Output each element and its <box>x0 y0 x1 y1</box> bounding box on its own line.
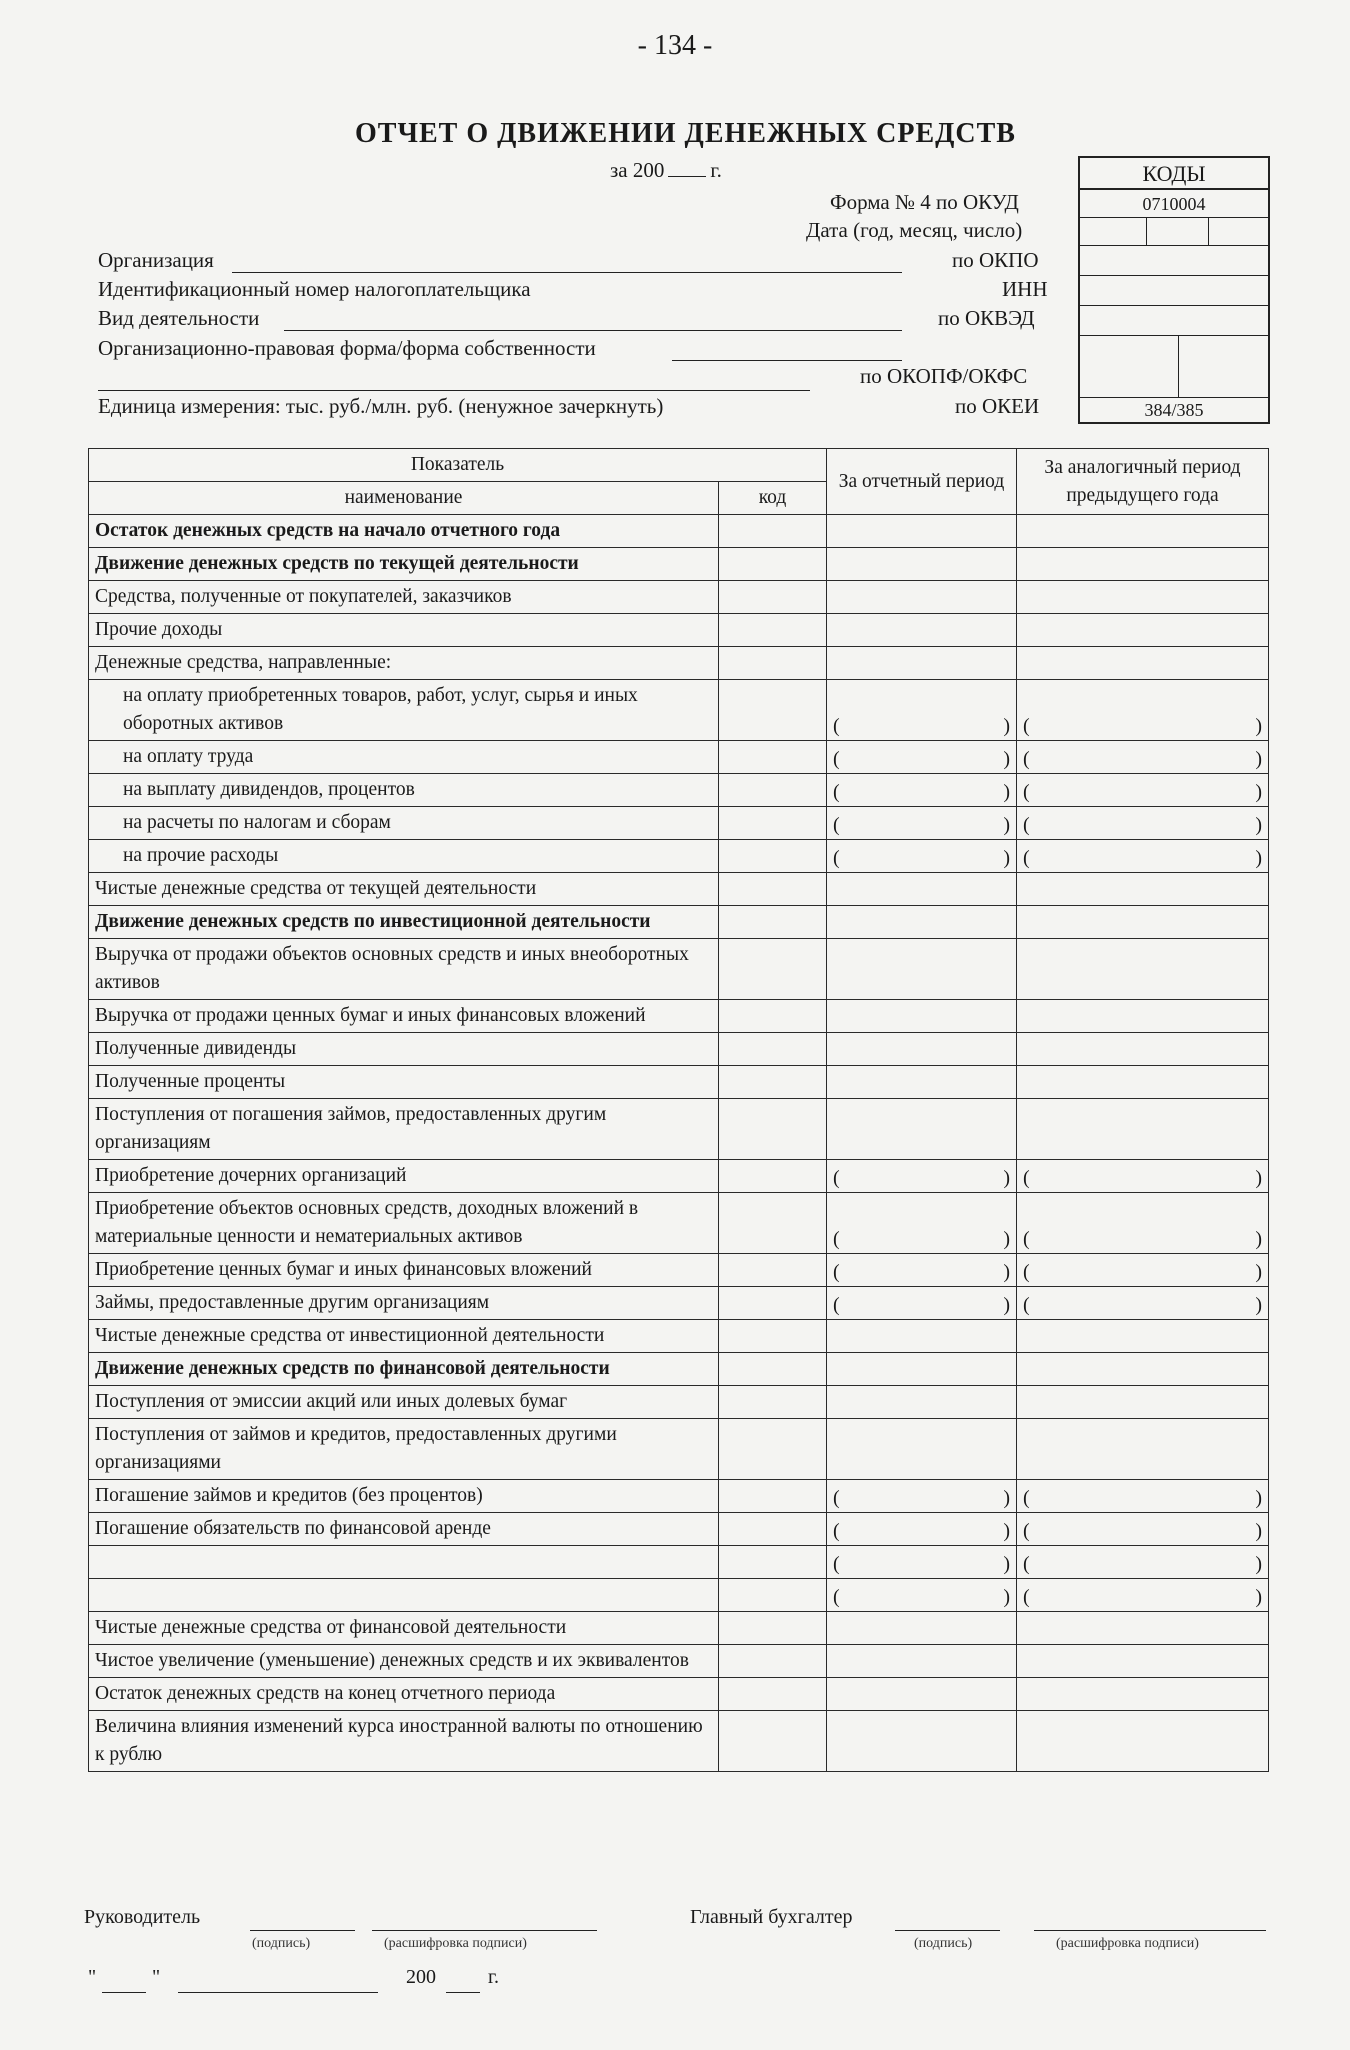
organization-field[interactable] <box>232 272 902 273</box>
row-previous-value[interactable] <box>1017 840 1269 873</box>
parentheses-marker <box>1023 844 1262 872</box>
row-name: Поступления от эмиссии акций или иных долевых бумаг <box>89 1386 719 1419</box>
row-name: Движение денежных средств по финансовой деятельности <box>89 1353 719 1386</box>
parentheses-marker <box>833 1164 1010 1192</box>
row-code-cell[interactable] <box>719 1193 827 1254</box>
row-previous-value[interactable] <box>1017 906 1269 939</box>
row-name: Движение денежных средств по текущей деятельности <box>89 548 719 581</box>
chief-accountant-label: Главный бухгалтер <box>690 1906 853 1928</box>
table-row <box>89 1645 1269 1678</box>
row-previous-value[interactable] <box>1017 1513 1269 1546</box>
table-row <box>89 581 1269 614</box>
row-current-value[interactable] <box>827 1480 1017 1513</box>
head-decryption-caption: (расшифровка подписи) <box>384 1936 527 1951</box>
row-previous-value[interactable] <box>1017 1612 1269 1645</box>
open-paren: ( <box>833 748 840 770</box>
close-paren: ) <box>1003 1261 1011 1283</box>
open-paren: ( <box>1023 781 1030 803</box>
open-paren: ( <box>833 1294 840 1316</box>
okved-code-cell[interactable] <box>1080 306 1268 336</box>
row-current-value[interactable] <box>827 1645 1017 1678</box>
parentheses-marker <box>833 778 1010 806</box>
row-current-value[interactable] <box>827 1419 1017 1480</box>
row-name: Прочие доходы <box>89 614 719 647</box>
row-previous-value[interactable] <box>1017 807 1269 840</box>
row-previous-value[interactable] <box>1017 614 1269 647</box>
table-row <box>89 774 1269 807</box>
table-row <box>89 1353 1269 1386</box>
close-paren: ) <box>1003 814 1011 836</box>
row-current-value[interactable] <box>827 1000 1017 1033</box>
parentheses-marker <box>833 745 1010 773</box>
activity-field[interactable] <box>284 330 902 331</box>
parentheses-marker <box>1023 1484 1262 1512</box>
row-name: на прочие расходы <box>89 840 719 873</box>
row-current-value[interactable] <box>827 548 1017 581</box>
row-name: Чистые денежные средства от инвестиционной деятельности <box>89 1320 719 1353</box>
row-previous-value[interactable] <box>1017 1678 1269 1711</box>
table-row <box>89 1546 1269 1579</box>
row-current-value[interactable] <box>827 1546 1017 1579</box>
row-current-value[interactable] <box>827 1320 1017 1353</box>
row-name: Погашение обязательств по финансовой аренде <box>89 1513 719 1546</box>
row-code-cell[interactable] <box>719 515 827 548</box>
open-paren: ( <box>1023 1553 1030 1575</box>
row-current-value[interactable] <box>827 873 1017 906</box>
parentheses-marker <box>833 1550 1010 1578</box>
row-code-cell[interactable] <box>719 840 827 873</box>
row-current-value[interactable] <box>827 1254 1017 1287</box>
period-prefix: за 200 <box>610 158 665 182</box>
row-current-value[interactable] <box>827 1678 1017 1711</box>
date-day-field[interactable] <box>102 1992 146 1993</box>
row-name: Полученные дивиденды <box>89 1033 719 1066</box>
row-code-cell[interactable] <box>719 1099 827 1160</box>
row-code-cell[interactable] <box>719 647 827 680</box>
row-previous-value[interactable] <box>1017 1033 1269 1066</box>
row-code-cell[interactable] <box>719 1711 827 1772</box>
open-paren: ( <box>1023 748 1030 770</box>
parentheses-marker <box>833 1583 1010 1611</box>
row-code-cell[interactable] <box>719 680 827 741</box>
parentheses-marker <box>833 1291 1010 1319</box>
row-current-value[interactable] <box>827 1287 1017 1320</box>
codes-header: КОДЫ <box>1080 158 1268 190</box>
row-name: Приобретение дочерних организаций <box>89 1160 719 1193</box>
parentheses-marker <box>833 844 1010 872</box>
row-name: Займы, предоставленные другим организациям <box>89 1287 719 1320</box>
row-code-cell[interactable] <box>719 1546 827 1579</box>
accountant-signature-caption: (подпись) <box>914 1936 973 1951</box>
row-previous-value[interactable] <box>1017 680 1269 741</box>
table-row <box>89 1193 1269 1254</box>
parentheses-marker <box>1023 778 1262 806</box>
okei-label: по ОКЕИ <box>955 394 1040 418</box>
okei-code: 384/385 <box>1144 400 1204 420</box>
open-paren: ( <box>833 1520 840 1542</box>
taxpayer-id-label: Идентификационный номер налогоплательщика <box>98 277 531 301</box>
row-current-value[interactable] <box>827 1579 1017 1612</box>
parentheses-marker <box>1023 1550 1262 1578</box>
row-current-value[interactable] <box>827 1066 1017 1099</box>
header-current-period: За отчетный период <box>827 449 1017 515</box>
report-period <box>610 158 722 183</box>
parentheses-marker <box>1023 1291 1262 1319</box>
row-code-cell[interactable] <box>719 873 827 906</box>
row-current-value[interactable] <box>827 741 1017 774</box>
open-paren: ( <box>1023 715 1030 737</box>
row-name: Чистое увеличение (уменьшение) денежных средств и их эквивалентов <box>89 1645 719 1678</box>
row-code-cell[interactable] <box>719 581 827 614</box>
row-previous-value[interactable] <box>1017 1353 1269 1386</box>
unit-label: Единица измерения: тыс. руб./млн. руб. (ненужное зачеркнуть) <box>98 394 664 418</box>
date-year-field[interactable] <box>446 1992 480 1993</box>
open-paren: ( <box>833 1228 840 1250</box>
row-code-cell[interactable] <box>719 1480 827 1513</box>
table-row <box>89 1254 1269 1287</box>
header-previous-period: За аналогичный период предыдущего года <box>1017 449 1269 515</box>
close-paren: ) <box>1255 1167 1263 1189</box>
table-row <box>89 1711 1269 1772</box>
parentheses-marker <box>833 1258 1010 1286</box>
open-paren: ( <box>1023 1228 1030 1250</box>
okud-code: 0710004 <box>1080 190 1268 218</box>
head-decryption-field[interactable] <box>372 1930 597 1931</box>
row-current-value[interactable] <box>827 807 1017 840</box>
open-paren: ( <box>1023 1586 1030 1608</box>
row-previous-value[interactable] <box>1017 1193 1269 1254</box>
inn-label: ИНН <box>1002 277 1048 301</box>
row-name: Величина влияния изменений курса иностранной валюты по отношению к рублю <box>89 1711 719 1772</box>
accountant-decryption-field[interactable] <box>1034 1930 1266 1931</box>
row-current-value[interactable] <box>827 515 1017 548</box>
row-previous-value[interactable] <box>1017 741 1269 774</box>
close-paren: ) <box>1255 814 1263 836</box>
table-row <box>89 1480 1269 1513</box>
row-code-cell[interactable] <box>719 1287 827 1320</box>
close-paren: ) <box>1003 1228 1011 1250</box>
row-name: на оплату приобретенных товаров, работ, услуг, сырья и иных оборотных активов <box>89 680 719 741</box>
row-code-cell[interactable] <box>719 1513 827 1546</box>
open-paren: ( <box>1023 1167 1030 1189</box>
row-current-value[interactable] <box>827 906 1017 939</box>
row-code-cell[interactable] <box>719 1160 827 1193</box>
table-row <box>89 1612 1269 1645</box>
row-name: Поступления от займов и кредитов, предоставленных другими организациями <box>89 1419 719 1480</box>
open-paren: ( <box>1023 1294 1030 1316</box>
row-name: на оплату труда <box>89 741 719 774</box>
row-current-value[interactable] <box>827 680 1017 741</box>
date-year-prefix: 200 <box>406 1966 436 1988</box>
row-name: Остаток денежных средств на начало отчетного года <box>89 515 719 548</box>
legal-form-field[interactable] <box>672 360 902 361</box>
parentheses-marker <box>1023 1517 1262 1545</box>
parentheses-marker <box>833 712 1010 740</box>
row-current-value[interactable] <box>827 1386 1017 1419</box>
row-code-cell[interactable] <box>719 774 827 807</box>
close-paren: ) <box>1255 748 1263 770</box>
period-suffix: г. <box>710 158 722 182</box>
row-previous-value[interactable] <box>1017 515 1269 548</box>
table-row <box>89 807 1269 840</box>
head-signature-caption: (подпись) <box>252 1936 311 1951</box>
row-previous-value[interactable] <box>1017 1287 1269 1320</box>
table-row <box>89 939 1269 1000</box>
row-name: Погашение займов и кредитов (без процентов) <box>89 1480 719 1513</box>
row-code-cell[interactable] <box>719 1320 827 1353</box>
table-row <box>89 906 1269 939</box>
row-code-cell[interactable] <box>719 548 827 581</box>
table-row <box>89 1386 1269 1419</box>
table-row <box>89 1000 1269 1033</box>
row-code-cell[interactable] <box>719 1386 827 1419</box>
row-code-cell[interactable] <box>719 1612 827 1645</box>
row-code-cell[interactable] <box>719 1000 827 1033</box>
row-current-value[interactable] <box>827 774 1017 807</box>
parentheses-marker <box>1023 745 1262 773</box>
close-paren: ) <box>1003 715 1011 737</box>
row-previous-value[interactable] <box>1017 1419 1269 1480</box>
table-row <box>89 680 1269 741</box>
row-name: Выручка от продажи ценных бумаг и иных финансовых вложений <box>89 1000 719 1033</box>
date-code-cell[interactable] <box>1080 218 1268 246</box>
table-row <box>89 1513 1269 1546</box>
row-current-value[interactable] <box>827 1160 1017 1193</box>
parentheses-marker <box>1023 1225 1262 1253</box>
activity-label: Вид деятельности <box>98 306 260 330</box>
row-current-value[interactable] <box>827 1612 1017 1645</box>
row-name: Полученные проценты <box>89 1066 719 1099</box>
row-previous-value[interactable] <box>1017 1579 1269 1612</box>
row-current-value[interactable] <box>827 581 1017 614</box>
parentheses-marker <box>833 811 1010 839</box>
table-row <box>89 548 1269 581</box>
open-paren: ( <box>833 814 840 836</box>
row-code-cell[interactable] <box>719 1645 827 1678</box>
row-previous-value[interactable] <box>1017 1254 1269 1287</box>
table-row <box>89 1579 1269 1612</box>
row-previous-value[interactable] <box>1017 1546 1269 1579</box>
close-paren: ) <box>1003 1487 1011 1509</box>
close-paren: ) <box>1003 1167 1011 1189</box>
row-code-cell[interactable] <box>719 1579 827 1612</box>
row-code-cell[interactable] <box>719 906 827 939</box>
open-paren: ( <box>1023 1520 1030 1542</box>
close-paren: ) <box>1255 1586 1263 1608</box>
open-paren: ( <box>833 715 840 737</box>
row-current-value[interactable] <box>827 647 1017 680</box>
close-paren: ) <box>1003 781 1011 803</box>
period-year-field[interactable] <box>668 160 706 177</box>
accountant-decryption-caption: (расшифровка подписи) <box>1056 1936 1199 1951</box>
form-date-label: Дата (год, месяц, число) <box>806 218 1023 242</box>
accountant-signature-field[interactable] <box>895 1930 1000 1931</box>
close-paren: ) <box>1255 1261 1263 1283</box>
okopf-label: по ОКОПФ/ОКФС <box>860 364 1028 388</box>
head-label: Руководитель <box>84 1906 201 1928</box>
row-name: на расчеты по налогам и сборам <box>89 807 719 840</box>
legal-form-label: Организационно-правовая форма/форма собственности <box>98 336 596 360</box>
open-paren: ( <box>833 1553 840 1575</box>
row-previous-value[interactable] <box>1017 1160 1269 1193</box>
close-paren: ) <box>1003 1586 1011 1608</box>
row-code-cell[interactable] <box>719 1678 827 1711</box>
cash-flow-table <box>88 448 1269 1772</box>
close-paren: ) <box>1003 1553 1011 1575</box>
row-previous-value[interactable] <box>1017 1645 1269 1678</box>
parentheses-marker <box>1023 1583 1262 1611</box>
open-paren: ( <box>833 1586 840 1608</box>
table-row <box>89 1678 1269 1711</box>
header-indicator: Показатель <box>89 449 827 482</box>
okpo-label: по ОКПО <box>952 248 1039 272</box>
okved-label: по ОКВЭД <box>938 306 1035 330</box>
okpo-code-cell[interactable] <box>1080 246 1268 276</box>
row-code-cell[interactable] <box>719 1419 827 1480</box>
date-month-field[interactable] <box>178 1992 378 1993</box>
table-row <box>89 1320 1269 1353</box>
row-current-value[interactable] <box>827 1193 1017 1254</box>
open-paren: ( <box>833 1261 840 1283</box>
row-current-value[interactable] <box>827 840 1017 873</box>
row-previous-value[interactable] <box>1017 1480 1269 1513</box>
close-paren: ) <box>1255 715 1263 737</box>
open-paren: ( <box>1023 814 1030 836</box>
row-name: Чистые денежные средства от текущей деятельности <box>89 873 719 906</box>
table-row <box>89 647 1269 680</box>
close-paren: ) <box>1255 1553 1263 1575</box>
row-name: Средства, полученные от покупателей, заказчиков <box>89 581 719 614</box>
close-paren: ) <box>1003 748 1011 770</box>
row-code-cell[interactable] <box>719 614 827 647</box>
row-previous-value[interactable] <box>1017 774 1269 807</box>
legal-form-field-2[interactable] <box>98 390 810 391</box>
header-name: наименование <box>89 482 719 515</box>
date-year-suffix: г. <box>488 1966 499 1988</box>
codes-box <box>1078 156 1270 424</box>
okopf-code-cell[interactable] <box>1080 336 1268 398</box>
row-previous-value[interactable] <box>1017 873 1269 906</box>
parentheses-marker <box>833 1517 1010 1545</box>
row-current-value[interactable] <box>827 1513 1017 1546</box>
row-current-value[interactable] <box>827 614 1017 647</box>
header-code: код <box>719 482 827 515</box>
close-paren: ) <box>1255 781 1263 803</box>
open-paren: ( <box>833 1167 840 1189</box>
row-name: на выплату дивидендов, процентов <box>89 774 719 807</box>
row-code-cell[interactable] <box>719 1066 827 1099</box>
open-paren: ( <box>1023 1487 1030 1509</box>
date-close-quote: " <box>152 1966 161 1988</box>
table-row <box>89 1419 1269 1480</box>
report-title: ОТЧЕТ О ДВИЖЕНИИ ДЕНЕЖНЫХ СРЕДСТВ <box>355 118 1016 149</box>
close-paren: ) <box>1255 1487 1263 1509</box>
table-row <box>89 873 1269 906</box>
row-name: Поступления от погашения займов, предоставленных другим организациям <box>89 1099 719 1160</box>
parentheses-marker <box>1023 811 1262 839</box>
table-row <box>89 1066 1269 1099</box>
row-previous-value[interactable] <box>1017 1320 1269 1353</box>
close-paren: ) <box>1255 847 1263 869</box>
row-name: Остаток денежных средств на конец отчетного периода <box>89 1678 719 1711</box>
table-row <box>89 741 1269 774</box>
form-okud-label: Форма № 4 по ОКУД <box>830 190 1019 214</box>
row-previous-value[interactable] <box>1017 647 1269 680</box>
row-previous-value[interactable] <box>1017 939 1269 1000</box>
row-name <box>89 1579 719 1612</box>
row-name: Приобретение объектов основных средств, доходных вложений в материальные ценности и нематериальных активов <box>89 1193 719 1254</box>
row-code-cell[interactable] <box>719 1033 827 1066</box>
row-current-value[interactable] <box>827 1033 1017 1066</box>
table-row <box>89 515 1269 548</box>
row-name: Чистые денежные средства от финансовой деятельности <box>89 1612 719 1645</box>
row-current-value[interactable] <box>827 1711 1017 1772</box>
close-paren: ) <box>1003 847 1011 869</box>
row-name: Приобретение ценных бумаг и иных финансовых вложений <box>89 1254 719 1287</box>
parentheses-marker <box>1023 712 1262 740</box>
table-row <box>89 1287 1269 1320</box>
row-code-cell[interactable] <box>719 1254 827 1287</box>
row-name: Движение денежных средств по инвестиционной деятельности <box>89 906 719 939</box>
date-open-quote: " <box>88 1966 97 1988</box>
row-current-value[interactable] <box>827 1099 1017 1160</box>
parentheses-marker <box>1023 1258 1262 1286</box>
table-row <box>89 1033 1269 1066</box>
open-paren: ( <box>833 847 840 869</box>
parentheses-marker <box>833 1225 1010 1253</box>
open-paren: ( <box>833 781 840 803</box>
row-previous-value[interactable] <box>1017 581 1269 614</box>
table-row <box>89 1160 1269 1193</box>
row-previous-value[interactable] <box>1017 1386 1269 1419</box>
close-paren: ) <box>1255 1520 1263 1542</box>
organization-label: Организация <box>98 248 214 272</box>
row-previous-value[interactable] <box>1017 1099 1269 1160</box>
open-paren: ( <box>1023 847 1030 869</box>
row-previous-value[interactable] <box>1017 548 1269 581</box>
open-paren: ( <box>833 1487 840 1509</box>
open-paren: ( <box>1023 1261 1030 1283</box>
row-name: Денежные средства, направленные: <box>89 647 719 680</box>
row-current-value[interactable] <box>827 939 1017 1000</box>
row-name <box>89 1546 719 1579</box>
row-previous-value[interactable] <box>1017 1000 1269 1033</box>
table-row <box>89 1099 1269 1160</box>
parentheses-marker <box>1023 1164 1262 1192</box>
row-code-cell[interactable] <box>719 741 827 774</box>
table-row <box>89 840 1269 873</box>
parentheses-marker <box>833 1484 1010 1512</box>
close-paren: ) <box>1003 1520 1011 1542</box>
close-paren: ) <box>1255 1294 1263 1316</box>
row-current-value[interactable] <box>827 1353 1017 1386</box>
page-number: - 134 - <box>637 30 713 61</box>
row-code-cell[interactable] <box>719 1353 827 1386</box>
close-paren: ) <box>1255 1228 1263 1250</box>
row-code-cell[interactable] <box>719 939 827 1000</box>
close-paren: ) <box>1003 1294 1011 1316</box>
row-code-cell[interactable] <box>719 807 827 840</box>
inn-code-cell[interactable] <box>1080 276 1268 306</box>
row-name: Выручка от продажи объектов основных средств и иных внеоборотных активов <box>89 939 719 1000</box>
row-previous-value[interactable] <box>1017 1066 1269 1099</box>
head-signature-field[interactable] <box>250 1930 355 1931</box>
row-previous-value[interactable] <box>1017 1711 1269 1772</box>
table-row <box>89 614 1269 647</box>
